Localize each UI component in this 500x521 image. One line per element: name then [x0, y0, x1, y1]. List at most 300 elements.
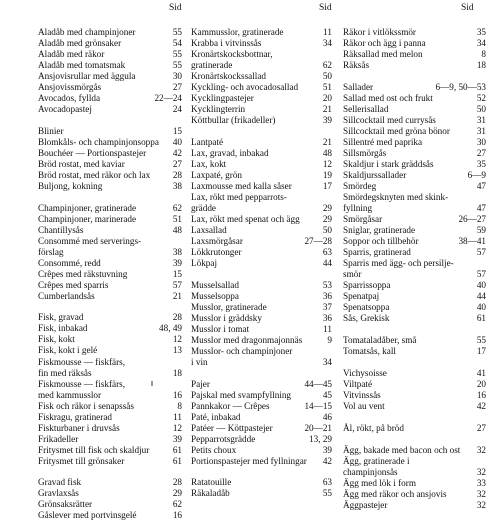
index-entry-page: 61 — [476, 313, 486, 323]
index-entry — [343, 379, 486, 390]
index-entry-page: 28 — [172, 170, 182, 180]
index-entry-title: Skaldjurssallader — [343, 170, 407, 180]
index-entry-title: Räkor och ägg i panna — [343, 38, 426, 48]
index-entry — [38, 456, 182, 467]
index-entry-page: 6—9 — [467, 170, 486, 180]
index-entry — [38, 27, 182, 38]
index-entry-page: 29 — [172, 488, 182, 498]
index-entry — [191, 477, 332, 488]
index-entry — [191, 82, 332, 93]
index-entry — [191, 236, 332, 247]
index-entry — [343, 467, 486, 478]
index-entry-title: Musslor- och champinjoner — [191, 346, 293, 356]
index-entry — [38, 214, 182, 225]
index-entry-title: Fisk, inbakad — [38, 323, 88, 333]
index-entry-title: Musslor i tomat — [191, 324, 250, 334]
index-entry — [38, 258, 182, 269]
index-entry-title: Fisk och räkor i senapssås — [38, 401, 134, 411]
index-entry-page: 39 — [322, 445, 332, 455]
index-entry-page: 42 — [322, 456, 332, 466]
index-entry-title: Pajskal med svampfyllning — [191, 390, 292, 400]
index-entry-title: Fiskmousse — fiskfärs, — [38, 357, 126, 367]
index-entry-page: 24 — [172, 104, 182, 114]
index-entry-title: Musslor, gratinerade — [191, 302, 267, 312]
index-entry-page: 36 — [322, 291, 332, 301]
index-entry-page: 39 — [172, 434, 182, 444]
index-entry — [38, 477, 182, 488]
index-entry-title: Ägg med lök i form — [343, 478, 416, 488]
index-entry-page: 18 — [476, 60, 486, 70]
index-entry — [191, 379, 332, 390]
index-entry-title: Viltpaté — [343, 379, 373, 389]
index-entry-page: 38 — [172, 181, 182, 191]
index-entry-page: 48 — [322, 148, 332, 158]
index-entry-title: Räksallad med melon — [343, 49, 423, 59]
index-entry-title: Musslor med dragonmajonnäs — [191, 335, 303, 345]
index-entry-page: 29 — [322, 203, 332, 213]
index-entry — [38, 510, 182, 521]
index-entry-page: 11 — [323, 27, 332, 37]
index-entry-page: 15 — [172, 126, 182, 136]
index-entry-page: 33 — [476, 478, 486, 488]
index-entry — [343, 159, 486, 170]
index-entry-title: Blomkåls- och champinjonsoppa — [38, 137, 159, 147]
index-entry — [191, 401, 332, 412]
index-entry-title: Kammusslor, gratinerade — [191, 27, 284, 37]
index-entry — [38, 357, 182, 368]
index-entry — [191, 390, 332, 401]
index-entry-page: 32 — [476, 445, 486, 455]
index-entry-title: Aladåb med räkor — [38, 49, 105, 59]
index-entry-title: Sillcocktail med currysås — [343, 115, 436, 125]
index-entry — [38, 225, 182, 236]
index-entry-title: Kronärtskockssallad — [191, 71, 267, 81]
index-entry-page: 12 — [322, 159, 332, 169]
index-entry-title: Kycklingpastejer — [191, 93, 254, 103]
index-entry-title: Frikadeller — [38, 434, 79, 444]
index-entry-title: Bouchéer — Portionspastejer — [38, 148, 147, 158]
index-entry — [343, 137, 486, 148]
index-entry-page: 8 — [481, 49, 486, 59]
index-entry-page: 12 — [172, 334, 182, 344]
index-entry-page: 55 — [172, 60, 182, 70]
index-entry — [38, 104, 182, 115]
index-entry — [343, 291, 486, 302]
index-entry-title: Buljong, kokning — [38, 181, 103, 191]
index-entry-title: Musselsoppa — [191, 291, 239, 301]
index-entry-title: Portionspastejer med fyllningar — [191, 456, 307, 466]
index-entry-page: 15 — [172, 269, 182, 279]
index-entry-page: 47 — [476, 203, 486, 213]
pencil-mark — [151, 381, 153, 386]
index-entry — [343, 170, 486, 181]
index-entry-page: 61 — [172, 456, 182, 466]
index-entry-title: Ägg med räkor och ansjovis — [343, 489, 447, 499]
index-entry-page: 6—9, 50—53 — [435, 82, 486, 92]
index-entry-page: 30 — [172, 71, 182, 81]
index-entry-page: 11 — [173, 412, 182, 422]
index-entry-page: 44 — [476, 291, 486, 301]
index-entry-page: 21 — [322, 104, 332, 114]
index-entry — [191, 280, 332, 291]
index-entry — [38, 312, 182, 323]
index-entry-page: 39 — [172, 258, 182, 268]
index-entry-page: 50 — [476, 104, 486, 114]
index-entry-title: Grönsaksrätter — [38, 499, 93, 509]
index-entry-page: 27 — [476, 423, 486, 433]
index-entry-title: Aladåb med tomatsmak — [38, 60, 126, 70]
index-entry — [343, 38, 486, 49]
index-entry — [38, 137, 182, 148]
index-entry-title: Petits choux — [191, 445, 237, 455]
index-entry-page: 20 — [322, 93, 332, 103]
index-entry-title: Aladåb med champinjoner — [38, 27, 136, 37]
index-entry-page: 38 — [172, 247, 182, 257]
index-entry-title: Lökkrutonger — [191, 247, 242, 257]
index-entry-title: Aladåb med grönsaker — [38, 38, 122, 48]
index-entry-title: Fiskturbaner i druvsås — [38, 423, 120, 433]
index-entry-page: 20 — [476, 379, 486, 389]
index-entry-title: i vin — [191, 357, 208, 367]
index-entry — [343, 82, 486, 93]
index-entry-page: 21 — [322, 137, 332, 147]
index-entry — [343, 368, 486, 379]
index-entry — [191, 247, 332, 258]
index-entry — [343, 478, 486, 489]
index-entry — [191, 258, 332, 269]
index-entry-title: Soppor och tillbehör — [343, 236, 419, 246]
index-entry-page: 28 — [172, 312, 182, 322]
index-entry-title: Sillcocktail med gröna bönor — [343, 126, 450, 136]
index-entry-title: Laxmousse med kalla såser — [191, 181, 292, 191]
index-entry-page: 21 — [172, 291, 182, 301]
index-entry — [343, 115, 486, 126]
index-entry-page: 41 — [476, 368, 486, 378]
index-entry — [191, 192, 332, 203]
index-entry — [343, 60, 486, 71]
index-entry — [38, 434, 182, 445]
index-entry-page: 62 — [322, 60, 332, 70]
index-entry — [191, 38, 332, 49]
index-entry-title: Ål, rökt, på bröd — [343, 423, 404, 433]
index-entry-page: 50 — [322, 225, 332, 235]
index-entry — [38, 379, 182, 390]
index-entry-title: Fisk, gravad — [38, 312, 84, 322]
index-entry-page: 51 — [172, 214, 182, 224]
index-entry-title: Sallad med ost och frukt — [343, 93, 433, 103]
index-entry — [38, 412, 182, 423]
index-entry-title: Sillentré med paprika — [343, 137, 423, 147]
index-entry — [191, 412, 332, 423]
index-entry-title: Fiskragu, gratinerad — [38, 412, 112, 422]
index-entry — [191, 27, 332, 38]
index-entry-title: Vitvinssås — [343, 390, 381, 400]
index-entry-page: 17 — [476, 346, 486, 356]
index-entry-page: 39 — [322, 115, 332, 125]
index-entry-title: Consommé, redd — [38, 258, 101, 268]
index-entry-page: 27 — [476, 148, 486, 158]
index-entry-title: Gravad fisk — [38, 477, 82, 487]
index-entry — [191, 324, 332, 335]
index-entry — [191, 104, 332, 115]
index-entry-title: fyllning — [343, 203, 373, 213]
index-entry-page: 35 — [476, 159, 486, 169]
index-entry — [191, 335, 332, 346]
column-header-sid: Sid — [169, 3, 182, 13]
index-entry — [38, 148, 182, 159]
index-entry-title: Avocados, fyllda — [38, 93, 101, 103]
index-entry-page: 31 — [476, 126, 486, 136]
index-entry-page: 20—21 — [304, 423, 332, 433]
index-entry-title: Paté, inbakad — [191, 412, 241, 422]
index-entry-page: 27—28 — [304, 236, 332, 246]
index-entry — [343, 280, 486, 291]
index-entry-page: 32 — [476, 500, 486, 510]
index-entry-title: Laxsmörgåsar — [191, 236, 243, 246]
index-entry-title: Bröd rostat, med räkor och lax — [38, 170, 151, 180]
index-entry-page: 55 — [172, 49, 182, 59]
index-entry-title: Sillsmörgås — [343, 148, 387, 158]
index-entry-title: Köttbullar (frikadeller) — [191, 115, 276, 125]
index-entry-page: 46 — [322, 412, 332, 422]
index-entry — [191, 137, 332, 148]
index-entry — [343, 390, 486, 401]
index-entry-title: Chantillysås — [38, 225, 84, 235]
index-entry — [343, 225, 486, 236]
index-entry-title: Fisk, kokt i gelé — [38, 345, 98, 355]
index-entry-title: Kyckling- och avocadosallad — [191, 82, 299, 92]
index-entry-page: 11 — [323, 324, 332, 334]
index-entry-title: Ansjovissmörgås — [38, 82, 102, 92]
index-entry-page: 59 — [476, 225, 486, 235]
index-entry-title: förslag — [38, 247, 64, 257]
index-entry-page: 48 — [172, 225, 182, 235]
index-entry-page: 57 — [172, 280, 182, 290]
index-entry-title: Krabba i vitvinssås — [191, 38, 262, 48]
index-entry-page: 31 — [476, 115, 486, 125]
index-entry-title: Sparrissoppa — [343, 280, 391, 290]
index-entry — [343, 445, 486, 456]
index-entry — [343, 236, 486, 247]
index-entry — [191, 148, 332, 159]
index-entry-title: med kammusslor — [38, 390, 102, 400]
index-entry-page: 26—27 — [458, 214, 486, 224]
index-entry-page: 30 — [476, 137, 486, 147]
index-entry-title: Lax, gravad, inbakad — [191, 148, 269, 158]
index-entry-page: 52 — [476, 93, 486, 103]
index-entry — [38, 390, 182, 401]
index-entry — [191, 203, 332, 214]
index-entry-page: 16 — [476, 390, 486, 400]
index-entry — [343, 302, 486, 313]
index-entry-page: 22—24 — [154, 93, 182, 103]
index-entry-title: Bröd rostat, med kaviar — [38, 159, 125, 169]
index-entry-page: 12 — [172, 423, 182, 433]
index-entry — [38, 93, 182, 104]
index-entry — [343, 313, 486, 324]
column-header-sid: Sid — [319, 3, 332, 13]
index-entry-title: Räksås — [343, 60, 370, 70]
index-entry-page: 28 — [172, 477, 182, 487]
index-entry — [191, 456, 332, 467]
index-entry — [343, 489, 486, 500]
index-entry-page: 44 — [322, 258, 332, 268]
index-entry-page: 16 — [172, 510, 182, 520]
index-entry — [191, 445, 332, 456]
index-entry-page: 62 — [172, 499, 182, 509]
index-entry-page: 63 — [322, 247, 332, 257]
index-entry-title: Smördeg — [343, 181, 377, 191]
index-entry — [191, 60, 332, 71]
index-entry-title: smör — [343, 269, 362, 279]
index-entry-title: Pepparrotsgrädde — [191, 434, 256, 444]
index-entry-title: Smördegsknyten med skink- — [343, 192, 449, 202]
index-entry-title: Blinier — [38, 126, 64, 136]
index-entry-title: Sallader — [343, 82, 374, 92]
index-entry — [38, 236, 182, 247]
index-entry — [38, 488, 182, 499]
index-entry-title: Cumberlandsås — [38, 291, 95, 301]
index-entry — [38, 170, 182, 181]
index-entry — [343, 214, 486, 225]
index-entry — [191, 93, 332, 104]
index-entry-page: 34 — [476, 38, 486, 48]
index-entry-page: 42 — [172, 148, 182, 158]
index-entry-title: Fisk, kokt — [38, 334, 75, 344]
index-entry — [191, 115, 332, 126]
index-entry-title: Sniglar, gratinerade — [343, 225, 416, 235]
index-entry-page: 53 — [322, 280, 332, 290]
index-entry — [343, 423, 486, 434]
index-entry — [191, 346, 332, 357]
index-entry — [343, 104, 486, 115]
index-entry — [191, 357, 332, 368]
index-entry-page: 32 — [476, 489, 486, 499]
index-entry — [38, 280, 182, 291]
index-entry-title: Äggpastejer — [343, 500, 388, 510]
index-entry — [191, 170, 332, 181]
index-entry — [38, 269, 182, 280]
index-entry-page: 17 — [322, 181, 332, 191]
index-entry-title: Spenatsoppa — [343, 302, 390, 312]
index-entry-page: 9 — [327, 335, 332, 345]
index-entry-title: Lökpaj — [191, 258, 218, 268]
index-entry-page: 27 — [172, 159, 182, 169]
index-entry — [343, 258, 486, 269]
index-entry-page: 55 — [322, 488, 332, 498]
index-entry-title: Tomatsås, kall — [343, 346, 396, 356]
index-entry — [191, 434, 332, 445]
index-entry-page: 55 — [476, 335, 486, 345]
index-entry-page: 62 — [172, 203, 182, 213]
index-entry-title: Kronärtskocksbottnar, — [191, 49, 273, 59]
index-entry-page: 35 — [476, 27, 486, 37]
index-entry-page: 8 — [177, 401, 182, 411]
index-entry-title: Skaldjur i stark gräddsås — [343, 159, 434, 169]
index-entry — [191, 71, 332, 82]
index-entry — [38, 323, 182, 334]
index-entry-page: 40 — [172, 137, 182, 147]
index-entry-title: Tomataladåber, små — [343, 335, 417, 345]
index-entry-page: 57 — [476, 269, 486, 279]
index-entry — [38, 445, 182, 456]
index-entry-title: Fritysmet till fisk och skaldjur — [38, 445, 150, 455]
index-entry — [191, 291, 332, 302]
index-entry-page: 63 — [322, 477, 332, 487]
index-entry-title: Champinjoner, marinerade — [38, 214, 137, 224]
index-entry — [343, 401, 486, 412]
index-entry — [191, 488, 332, 499]
index-entry-title: Vichysoisse — [343, 368, 387, 378]
index-entry-title: Consommé med serverings- — [38, 236, 142, 246]
index-entry — [38, 71, 182, 82]
index-entry — [38, 499, 182, 510]
index-entry — [38, 82, 182, 93]
index-entry-page: 27 — [172, 82, 182, 92]
index-entry-title: Pannkakor — Crêpes — [191, 401, 270, 411]
index-entry-title: Fritysmet till grönsaker — [38, 456, 125, 466]
index-entry — [191, 225, 332, 236]
index-entry — [343, 148, 486, 159]
index-entry — [343, 93, 486, 104]
index-entry-title: Fiskmousse — fiskfärs, — [38, 379, 126, 389]
index-entry — [38, 247, 182, 258]
index-entry — [191, 49, 332, 60]
index-entry-title: Lax, kokt — [191, 159, 227, 169]
index-entry — [343, 49, 486, 60]
index-entry-page: 29 — [322, 214, 332, 224]
index-entry-title: Lax, rökt med pepparrots- — [191, 192, 287, 202]
index-entry — [38, 60, 182, 71]
index-entry-title: Sås, Grekisk — [343, 313, 390, 323]
index-entry-page: 36 — [322, 313, 332, 323]
index-entry-title: Ratatouille — [191, 477, 232, 487]
index-entry-title: Sparris med ägg- och persilje- — [343, 258, 454, 268]
index-entry-title: gratinerade — [191, 60, 233, 70]
index-entry-title: Sparris, gratinerad — [343, 247, 411, 257]
index-entry — [38, 423, 182, 434]
index-entry-title: grädde — [191, 203, 216, 213]
index-entry-page: 57 — [476, 247, 486, 257]
index-entry — [38, 126, 182, 137]
index-entry — [343, 346, 486, 357]
index-entry — [343, 203, 486, 214]
index-entry — [343, 335, 486, 346]
index-entry-title: Gåslever med portvinsgelé — [38, 510, 137, 520]
index-entry — [38, 38, 182, 49]
index-entry — [191, 423, 332, 434]
index-entry — [343, 500, 486, 511]
index-entry — [38, 181, 182, 192]
index-entry-title: Kycklingterrin — [191, 104, 246, 114]
index-entry-title: Champinjoner, gratinerade — [38, 203, 137, 213]
index-entry-page: 37 — [322, 302, 332, 312]
index-entry-page: 45 — [322, 390, 332, 400]
index-entry-title: Crêpes med sparris — [38, 280, 109, 290]
index-entry-page: 32 — [476, 467, 486, 477]
index-entry-page: 42 — [476, 401, 486, 411]
index-entry-page: 44—45 — [304, 379, 332, 389]
index-entry-title: Räkaladåb — [191, 488, 230, 498]
index-entry-title: Laxpaté, grön — [191, 170, 243, 180]
index-entry-title: Ansjovisrullar med äggula — [38, 71, 136, 81]
index-entry-page: 16 — [172, 390, 182, 400]
index-entry-title: Avocadopastej — [38, 104, 92, 114]
index-entry — [191, 159, 332, 170]
index-entry-title: Lantpaté — [191, 137, 224, 147]
index-entry — [38, 159, 182, 170]
index-entry — [38, 203, 182, 214]
